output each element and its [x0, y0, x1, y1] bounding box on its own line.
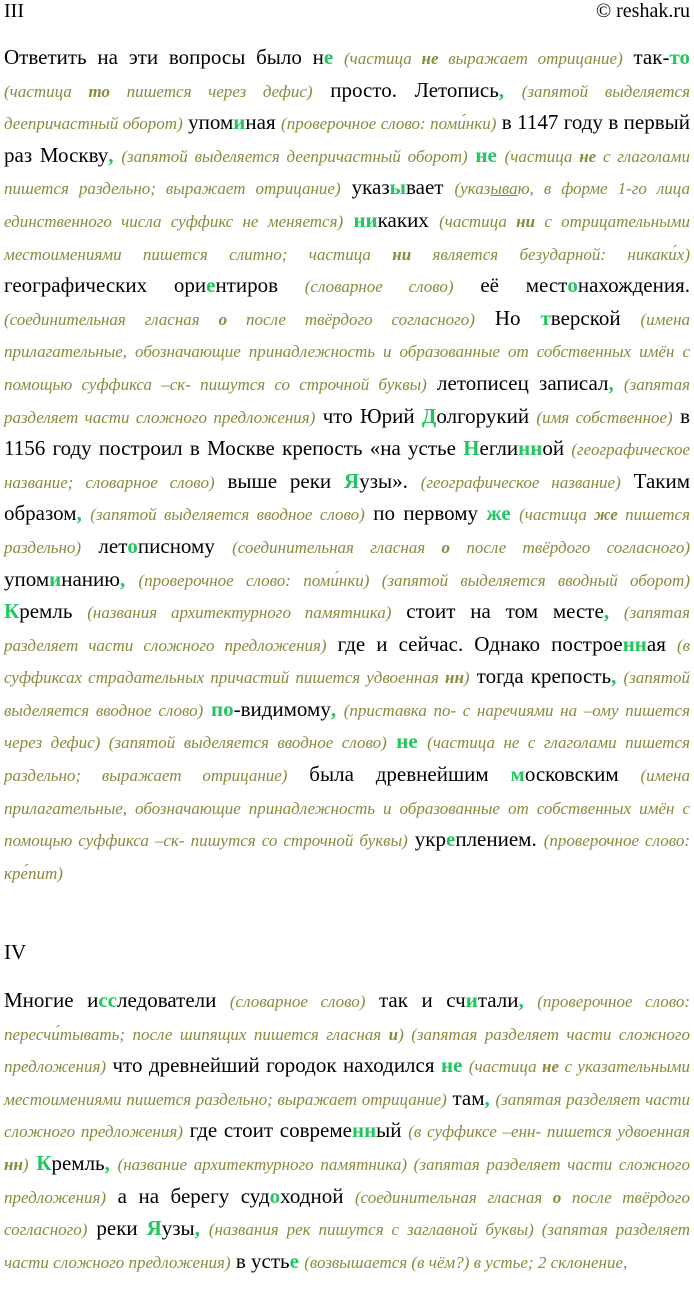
text-run: упом — [182, 110, 234, 135]
highlighted-letters: е — [323, 45, 334, 69]
text-run: ремль — [51, 1150, 105, 1175]
text-run — [343, 208, 353, 232]
highlighted-letters: , — [611, 664, 617, 689]
highlighted-letters: сс — [98, 988, 118, 1012]
text-run — [336, 697, 344, 721]
text-run: узы». — [359, 468, 421, 493]
highlighted-letters: , — [330, 696, 337, 721]
annotation: (запятая разделяет части сложного предложения) — [4, 1089, 691, 1142]
annotation: (название архитектурного памятника) (запятая разделяет части сложного предложения) — [4, 1154, 691, 1207]
highlighted-letters: не — [440, 1053, 463, 1078]
text-run: Таким образом — [4, 468, 691, 526]
text-run: Но — [474, 305, 541, 330]
text-run: ой — [542, 436, 572, 461]
highlighted-letters: то — [669, 45, 690, 69]
annotation: (в суффиксах страдательных причастий пишется удвоенная — [4, 635, 691, 688]
text-run — [333, 45, 344, 69]
highlighted-letters: о — [567, 273, 578, 298]
annotation: с глаголами пишется раздельно; выражает отрицание) — [4, 146, 690, 199]
text-run: стоит на том месте — [391, 599, 604, 624]
annotation-emphasis: о — [441, 537, 450, 557]
text-run: а на берегу суд — [106, 1183, 270, 1208]
highlighted-letters: о — [127, 533, 138, 558]
text-run: -видимому — [233, 696, 331, 721]
highlighted-letters: К — [36, 1150, 52, 1175]
annotation: (частица — [504, 146, 580, 166]
annotation: (запятая разделяет части сложного предложения) — [4, 374, 691, 427]
text-run: ледователи — [117, 988, 230, 1012]
text-run — [110, 1151, 118, 1175]
annotation: после твёрдого согласного) — [450, 537, 690, 557]
annotation: пишется раздельно) — [4, 505, 690, 557]
highlighted-letters: и — [465, 988, 478, 1012]
annotation: (запятой выделяется вводное слово) — [90, 505, 365, 525]
annotation: с отрицательными местоимениями пишется слитно; частица — [4, 211, 691, 264]
text-run — [387, 729, 396, 753]
highlighted-letters: ни — [353, 207, 378, 232]
text-run: так- — [622, 45, 670, 69]
text-run: лет — [81, 533, 128, 558]
annotation: (проверочное слово: кре́пит) — [4, 831, 691, 883]
annotation-emphasis: не — [542, 1057, 560, 1077]
annotation: (соединительная гласная — [232, 537, 442, 557]
annotation: (географическое название; словарное слово) — [4, 440, 690, 492]
highlighted-letters: и — [233, 110, 246, 135]
text-run: тали — [477, 988, 519, 1012]
highlighted-letters: е — [206, 273, 216, 298]
header-section-number: III — [4, 0, 24, 22]
text-run — [524, 988, 538, 1012]
annotation: (частица — [343, 49, 422, 68]
text-run: Ответить на эти вопросы было н — [4, 45, 324, 69]
text-run: узы — [161, 1216, 195, 1241]
annotation: (запятой выделяется деепричастный оборот) — [121, 146, 468, 166]
highlighted-letters: не — [396, 729, 418, 754]
annotation: (имена прилагательные, обозначающие принадлежность и образованные от собственных имён с помощью суффикса –ск- пишутся со строчной буквы) — [4, 766, 690, 851]
annotation: (названия рек пишутся с заглавной буквы) (запятая разделяет части сложного предложения) — [4, 1220, 691, 1272]
annotation: (указ — [454, 179, 491, 199]
text-run — [82, 501, 90, 525]
highlighted-letters: т — [540, 305, 551, 330]
highlighted-letters: , — [484, 1085, 490, 1110]
annotation: (частица — [468, 1057, 543, 1077]
highlighted-letters: , — [108, 142, 114, 167]
annotation: ) — [463, 668, 470, 688]
text-run: упом — [4, 566, 50, 591]
section-iii-text — [4, 42, 690, 889]
annotation: (имена прилагательные, обозначающие принадлежность и образованные от собственных имён с помощью суффикса –ск- пишутся со строчной буквы) — [4, 309, 691, 394]
text-run — [125, 567, 138, 591]
annotation: ) (запятая разделяет части сложного предложения) — [4, 1024, 690, 1077]
annotation: (частица — [4, 81, 89, 101]
highlighted-letters: нн — [622, 631, 647, 656]
annotation-emphasis: не — [421, 49, 439, 68]
annotation: (частица не с глаголами пишется раздельно; выражает отрицание) — [4, 733, 690, 786]
annotation-emphasis: нн — [4, 1154, 23, 1174]
annotation: (проверочное слово: поми́нки) (запятой выделяется вводный оборот) — [138, 570, 690, 590]
annotation-emphasis: и — [388, 1024, 399, 1044]
text-run: каких — [377, 207, 440, 232]
text-run: что древнейший городок находился — [106, 1053, 441, 1078]
annotation: является безударной: никаки́х) — [411, 244, 691, 264]
text-run: нанию — [61, 566, 120, 591]
text-run: была древнейшим — [287, 762, 511, 787]
text-run: что Юрий — [315, 403, 422, 428]
text-run: где и сейчас. Однако построе — [326, 631, 623, 656]
annotation: ) — [22, 1154, 29, 1174]
highlighted-letters: Я — [344, 468, 360, 493]
annotation: (запятая разделяет части сложного предложения) — [4, 603, 691, 655]
highlighted-letters: не — [475, 142, 497, 167]
text-run: Многие и — [4, 988, 99, 1012]
text-run: в усть — [230, 1248, 290, 1273]
highlighted-letters: м — [510, 762, 525, 787]
text-run: в 1156 году построил в Москве крепость «на устье — [4, 403, 690, 461]
text-run — [203, 697, 211, 721]
page-header — [4, 0, 690, 22]
text-run: плением. — [455, 827, 544, 852]
text-run: ая — [646, 631, 677, 656]
annotation-emphasis: о — [218, 309, 228, 329]
annotation: (проверочное слово: поми́нки) — [281, 114, 497, 134]
highlighted-letters: Н — [463, 436, 480, 461]
highlighted-letters: , — [119, 566, 126, 591]
highlighted-letters: же — [486, 501, 511, 526]
annotation: (географическое название) — [420, 472, 621, 492]
annotation-underlined: ыва — [490, 179, 518, 199]
text-run — [497, 143, 505, 167]
annotation: (соединительная гласная — [4, 309, 219, 329]
annotation: (в суффиксе –енн- пишется удвоенная — [408, 1122, 690, 1142]
highlighted-letters: о — [269, 1183, 281, 1208]
text-run: так и сч — [365, 988, 466, 1012]
highlighted-letters: , — [104, 1150, 110, 1175]
annotation-emphasis: ни — [516, 211, 536, 231]
annotation: (словарное слово) — [229, 992, 366, 1011]
text-run: ремль — [19, 599, 88, 624]
text-run: выше реки — [214, 468, 345, 493]
text-run — [511, 501, 519, 525]
annotation-emphasis: не — [579, 146, 597, 166]
text-run: ый — [376, 1118, 409, 1143]
text-run: где стоит совреме — [182, 1118, 352, 1143]
highlighted-letters: Я — [146, 1216, 162, 1241]
annotation: (имя собственное) — [536, 407, 673, 427]
annotation: (соединительная гласная — [354, 1187, 553, 1207]
highlighted-letters: , — [498, 77, 505, 102]
annotation: (запятой выделяется вводное слово) — [4, 668, 690, 720]
text-run: там — [446, 1085, 485, 1110]
annotation: (приставка по- с наречиями на –ому пишется через дефис) (запятой выделяется вводное слово) — [4, 700, 691, 753]
highlighted-letters: нн — [351, 1118, 377, 1143]
highlighted-letters: , — [76, 501, 82, 526]
highlighted-letters: е — [446, 827, 456, 852]
text-run: географических ори — [4, 273, 207, 298]
highlighted-letters: е — [289, 1248, 299, 1273]
annotation: с указательными местоимениями пишется раздельно; выражает отрицание) — [4, 1057, 690, 1109]
annotation: (возвышается (в чём?) в устье; 2 склонение, — [304, 1252, 628, 1272]
text-run: указ — [340, 175, 390, 200]
highlighted-letters: , — [518, 988, 524, 1012]
text-run: егли — [479, 436, 519, 461]
highlighted-letters: по — [210, 696, 234, 721]
text-run: реки — [87, 1216, 147, 1241]
highlighted-letters: К — [4, 599, 20, 624]
text-run: вает — [406, 175, 455, 200]
text-run: ходной — [280, 1183, 355, 1208]
text-run — [418, 729, 427, 753]
text-run: её мест — [453, 273, 568, 298]
text-run: укр — [407, 827, 446, 852]
annotation: (словарное слово) — [304, 277, 454, 297]
section-iv-text — [4, 985, 690, 1278]
text-run: летописец записал — [426, 370, 609, 395]
text-run — [609, 599, 624, 623]
text-run: по первому — [364, 501, 487, 526]
highlighted-letters: , — [603, 599, 610, 624]
highlighted-letters: нн — [518, 436, 543, 461]
text-run: просто. Летопись — [312, 77, 499, 102]
site-watermark: © reshak.ru — [595, 0, 690, 22]
annotation: после твёрдого согласного) — [4, 1187, 690, 1240]
annotation: (проверочное слово: пересчи́тывать; после шипящих пишется гласная — [4, 992, 691, 1044]
annotation-emphasis: о — [552, 1187, 562, 1207]
annotation: (частица — [519, 505, 595, 525]
text-run: осковским — [524, 762, 641, 787]
text-run: нахождения. — [577, 273, 690, 298]
annotation: после твёрдого согласного) — [227, 309, 475, 329]
text-run: ная — [245, 110, 282, 135]
highlighted-letters: и — [49, 566, 62, 591]
annotation: (запятой выделяется деепричастный оборот) — [4, 81, 691, 134]
text-run — [504, 78, 522, 102]
text-run: тогда крепость — [469, 664, 612, 689]
annotation-emphasis: нн — [445, 668, 464, 688]
section-iv-label: IV — [4, 940, 27, 964]
annotation-emphasis: ни — [392, 244, 412, 264]
text-run: в 1147 году в первый раз Москву — [4, 110, 690, 167]
highlighted-letters: ы — [389, 175, 407, 200]
annotation: выражает отрицание) — [438, 49, 623, 68]
text-run — [614, 371, 624, 395]
text-run: олгорукий — [436, 403, 537, 428]
annotation: (частица — [439, 211, 517, 231]
text-run: нтиров — [215, 273, 305, 298]
text-run: верской — [550, 305, 641, 330]
annotation: ю, в форме 1-го лица единственного числа суффикс не меняется) — [4, 179, 690, 231]
annotation: (названия архитектурного памятника) — [87, 603, 392, 623]
highlighted-letters: , — [194, 1216, 200, 1241]
highlighted-letters: , — [608, 370, 614, 395]
text-run — [616, 664, 623, 688]
annotation: пишется через дефис) — [109, 81, 313, 101]
highlighted-letters: Д — [421, 403, 437, 428]
text-run: писному — [137, 533, 233, 558]
annotation-emphasis: же — [594, 505, 618, 525]
text-run — [200, 1216, 209, 1240]
annotation-emphasis: то — [88, 81, 110, 101]
